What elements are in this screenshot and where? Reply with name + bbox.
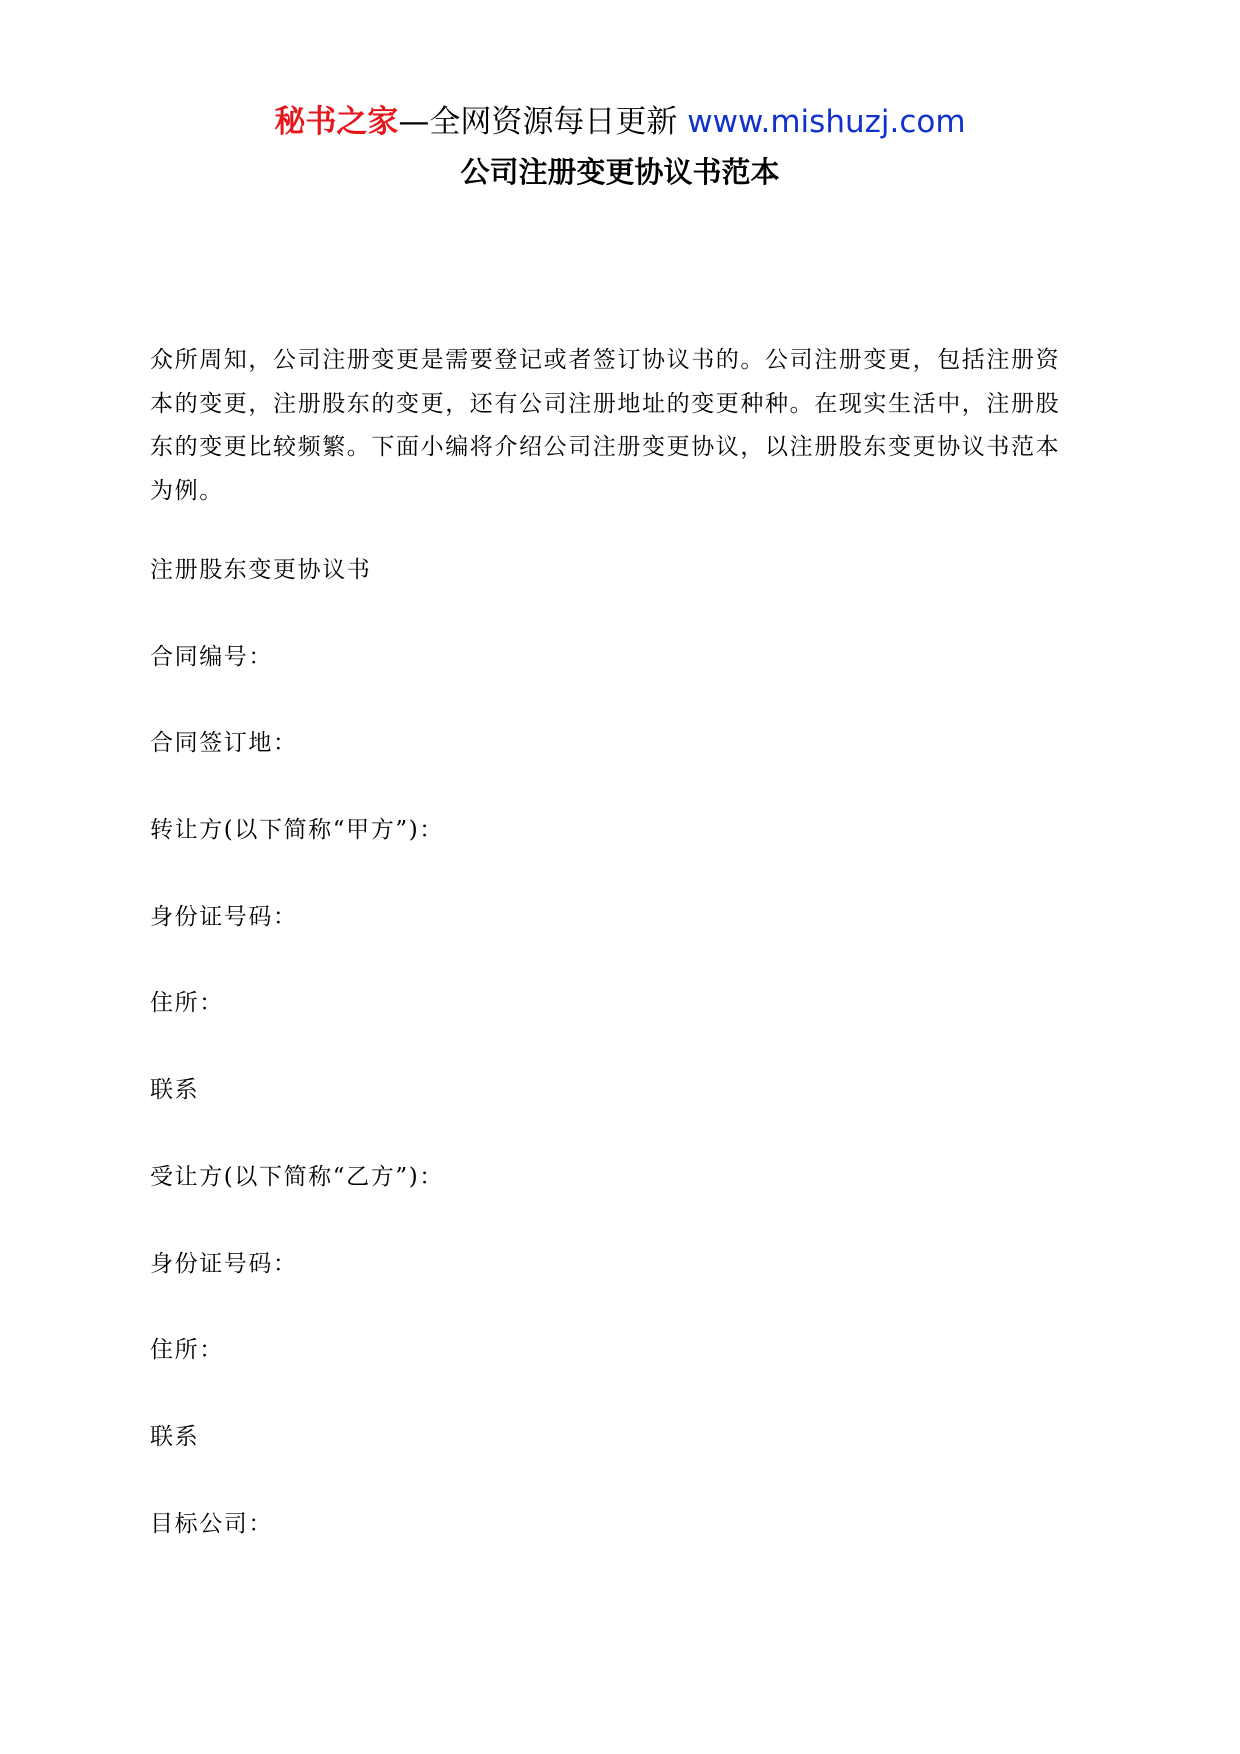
transferee-id-number-field: 身份证号码： bbox=[150, 1251, 298, 1277]
site-url-link[interactable]: www.mishuzj.com bbox=[687, 104, 966, 140]
transferee-field: 受让方(以下简称“乙方”)： bbox=[150, 1164, 444, 1190]
transferor-address-field: 住所： bbox=[150, 990, 224, 1016]
transferor-field: 转让方(以下简称“甲方”)： bbox=[150, 817, 444, 843]
brand-name: 秘书之家 bbox=[274, 104, 399, 140]
site-header bbox=[0, 100, 1240, 144]
transferee-address-field: 住所： bbox=[150, 1337, 224, 1363]
header-tagline: —全网资源每日更新 bbox=[398, 104, 678, 140]
agreement-heading: 注册股东变更协议书 bbox=[150, 557, 372, 583]
contract-number-field: 合同编号： bbox=[150, 644, 273, 670]
transferor-id-number-field: 身份证号码： bbox=[150, 904, 298, 930]
transferee-contact-field: 联系 bbox=[150, 1424, 200, 1450]
intro-paragraph: 众所周知，公司注册变更是需要登记或者签订协议书的。公司注册变更，包括注册资本的变更，注册股东的变更，还有公司注册地址的变更种种。在现实生活中，注册股东的变更比较频繁。下面小编将介绍公司注册变更协议，以注册股东变更协议书范本为例。 bbox=[150, 347, 1061, 504]
transferor-contact-field: 联系 bbox=[150, 1077, 200, 1103]
document-title: 公司注册变更协议书范本 bbox=[460, 155, 780, 189]
contract-signing-place-field: 合同签订地： bbox=[150, 730, 298, 756]
target-company-field: 目标公司： bbox=[150, 1511, 273, 1537]
